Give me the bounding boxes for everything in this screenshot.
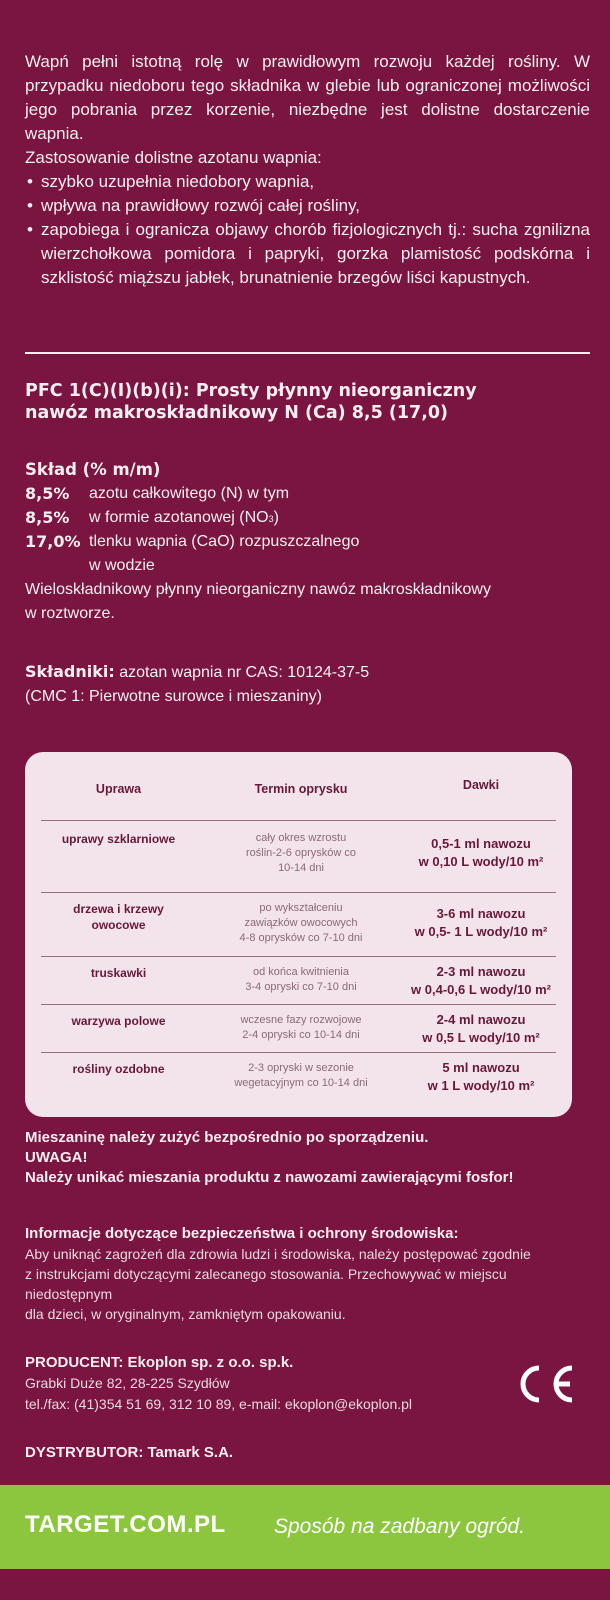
timing-line: 3-4 opryski co 7-10 dni bbox=[245, 981, 357, 993]
timing-line: wczesne fazy rozwojowe bbox=[240, 1014, 362, 1026]
crop-line: warzywa polowe bbox=[71, 1014, 166, 1028]
dose-line: 2-4 ml nawozu bbox=[436, 1012, 526, 1027]
dose-cell bbox=[396, 963, 566, 999]
composition-row bbox=[25, 554, 590, 578]
timing-line: 4-8 oprysków co 7-10 dni bbox=[239, 932, 363, 944]
pfc-line: nawóz makroskładnikowy N (Ca) 8,5 (17,0) bbox=[25, 403, 449, 423]
composition-percent: 8,5% bbox=[25, 484, 70, 503]
crop-line: owocowe bbox=[91, 918, 146, 932]
crop-line: drzewa i krzewy bbox=[73, 902, 164, 916]
safety-section bbox=[25, 1224, 595, 1324]
timing-cell bbox=[201, 831, 401, 876]
intro-paragraph: Wapń pełni istotną rolę w prawidłowym rozwoju każdej rośliny. W przypadku niedoboru tego składnika w glebie lub ograniczonej możliwości jego pobrania przez korzenie, niezbędne jest dolistne dostarczenie wapnia. bbox=[25, 52, 590, 143]
subscript: 3 bbox=[268, 514, 274, 524]
list-item: • wpływa na prawidłowy rozwój całej rośliny, bbox=[25, 194, 590, 218]
dose-cell bbox=[396, 905, 566, 941]
table-row bbox=[41, 1004, 556, 1053]
crop-cell bbox=[41, 1061, 196, 1077]
dose-line: w 0,4-0,6 L wody/10 m² bbox=[411, 982, 551, 997]
composition-percent: 17,0% bbox=[25, 532, 81, 551]
timing-cell bbox=[201, 1061, 401, 1091]
composition-text: azotu całkowitego (N) w tym bbox=[89, 485, 290, 502]
composition-percent: 8,5% bbox=[25, 508, 70, 527]
crop-line: uprawy szklarniowe bbox=[61, 832, 176, 846]
producer-contact: tel./fax: (41)354 51 69, 312 10 89, e-mail: ekoplon@ekoplon.pl bbox=[25, 1396, 413, 1412]
dose-line: w 0,5- 1 L wody/10 m² bbox=[414, 924, 548, 939]
pfc-title bbox=[25, 380, 590, 424]
safety-line: dla dzieci, w oryginalnym, zamkniętym opakowaniu. bbox=[25, 1306, 346, 1322]
producer-address: Grabki Duże 82, 28-225 Szydłów bbox=[25, 1375, 230, 1391]
warning-title: UWAGA! bbox=[25, 1149, 88, 1166]
dose-cell bbox=[396, 1011, 566, 1047]
composition-row bbox=[25, 530, 590, 554]
table-row bbox=[41, 820, 556, 893]
warning-line: Należy unikać mieszania produktu z nawozami zawierającymi fosfor! bbox=[25, 1169, 514, 1186]
timing-line: 10-14 dni bbox=[278, 862, 324, 874]
timing-line: cały okres wzrostu bbox=[255, 832, 347, 844]
crop-cell bbox=[41, 831, 196, 847]
timing-line: 2-3 opryski w sezonie bbox=[248, 1062, 354, 1074]
nitrate-label: w formie azotanowej (NO bbox=[89, 509, 269, 526]
table-row bbox=[41, 892, 556, 957]
dose-cell bbox=[396, 1059, 566, 1095]
composition-description: w roztworze. bbox=[25, 605, 115, 622]
composition-row bbox=[25, 506, 590, 530]
warnings-section bbox=[25, 1128, 605, 1188]
nitrate-close: ) bbox=[273, 509, 279, 526]
list-item: • szybko uzupełnia niedobory wapnia, bbox=[25, 170, 590, 194]
timing-line: 2-4 opryski co 10-14 dni bbox=[242, 1029, 360, 1041]
crop-cell bbox=[41, 965, 196, 981]
divider bbox=[25, 352, 590, 354]
table-header-crop: Uprawa bbox=[95, 782, 142, 796]
list-item: • zapobiega i ogranicza objawy chorób fizjologicznych tj.: sucha zgnilizna wierzchołkowa pomidora i papryki, gorzka plamistość podskórna i szklistość miąższu jabłek, brunatnienie brzegów liści kapustnych. bbox=[25, 218, 590, 290]
bottom-band bbox=[0, 1569, 610, 1600]
warning-line: Mieszaninę należy zużyć bezpośrednio po sporządzeniu. bbox=[25, 1129, 429, 1146]
safety-line: Aby uniknąć zagrożeń dla zdrowia ludzi i środowiska, należy postępować zgodnie bbox=[25, 1246, 531, 1262]
crop-line: rośliny ozdobne bbox=[72, 1062, 165, 1076]
usage-heading: Zastosowanie dolistne azotanu wapnia: bbox=[25, 148, 322, 167]
dose-line: 2-3 ml nawozu bbox=[436, 964, 526, 979]
brand-footer bbox=[0, 1485, 610, 1569]
composition-section bbox=[25, 458, 590, 626]
crop-cell bbox=[41, 1013, 196, 1029]
intro-text bbox=[25, 50, 590, 290]
distributor: DYSTRYBUTOR: Tamark S.A. bbox=[25, 1444, 234, 1461]
timing-cell bbox=[201, 965, 401, 995]
dose-line: 3-6 ml nawozu bbox=[436, 906, 526, 921]
dose-cell bbox=[396, 835, 566, 871]
timing-line: od końca kwitnienia bbox=[252, 966, 349, 978]
crop-cell bbox=[41, 901, 196, 933]
ingredients-label: Składniki: bbox=[25, 662, 115, 681]
dosage-table bbox=[25, 752, 572, 1117]
producer-section bbox=[25, 1352, 505, 1415]
timing-line: roślin-2-6 oprysków co bbox=[245, 847, 357, 859]
composition-text-continued: w wodzie bbox=[89, 557, 155, 574]
timing-line: po wykształceniu bbox=[259, 902, 343, 914]
ingredients-text: azotan wapnia nr CAS: 10124-37-5 bbox=[114, 664, 370, 681]
table-row bbox=[41, 956, 556, 1005]
crop-line: truskawki bbox=[90, 966, 147, 980]
ingredients-section bbox=[25, 660, 590, 709]
timing-line: zawiązków owocowych bbox=[244, 917, 358, 929]
composition-row bbox=[25, 482, 590, 506]
dose-line: w 0,10 L wody/10 m² bbox=[418, 854, 544, 869]
timing-line: wegetacyjnym co 10-14 dni bbox=[234, 1077, 368, 1089]
ce-mark-icon bbox=[510, 1362, 576, 1406]
dose-line: w 0,5 L wody/10 m² bbox=[422, 1030, 540, 1045]
table-header-dose: Dawki bbox=[462, 778, 500, 792]
dose-line: 0,5-1 ml nawozu bbox=[431, 836, 531, 851]
website-link[interactable]: TARGET.COM.PL bbox=[25, 1511, 226, 1538]
timing-cell bbox=[201, 1013, 401, 1043]
table-row bbox=[41, 1052, 556, 1105]
tagline: Sposób na zadbany ogród. bbox=[274, 1515, 526, 1538]
safety-line: z instrukcjami dotyczącymi zalecanego stosowania. Przechowywać w miejscu niedostępnym bbox=[25, 1266, 507, 1302]
pfc-line: PFC 1(C)(I)(b)(i): Prosty płynny nieorganiczny bbox=[25, 381, 477, 401]
composition-description: Wieloskładnikowy płynny nieorganiczny nawóz makroskładnikowy bbox=[25, 581, 491, 598]
ingredients-line bbox=[25, 660, 590, 685]
composition-text: tlenku wapnia (CaO) rozpuszczalnego bbox=[89, 533, 360, 550]
composition-heading: Skład (% m/m) bbox=[25, 460, 161, 479]
safety-heading: Informacje dotyczące bezpieczeństwa i ochrony środowiska: bbox=[25, 1225, 459, 1242]
timing-cell bbox=[201, 901, 401, 946]
producer-heading: PRODUCENT: Ekoplon sp. z o.o. sp.k. bbox=[25, 1354, 294, 1371]
dose-line: 5 ml nawozu bbox=[442, 1060, 520, 1075]
composition-text bbox=[89, 506, 279, 531]
table-header-timing: Termin oprysku bbox=[254, 782, 348, 796]
benefits-list bbox=[25, 170, 590, 290]
cmc-note: (CMC 1: Pierwotne surowce i mieszaniny) bbox=[25, 688, 322, 705]
dose-line: w 1 L wody/10 m² bbox=[427, 1078, 535, 1093]
